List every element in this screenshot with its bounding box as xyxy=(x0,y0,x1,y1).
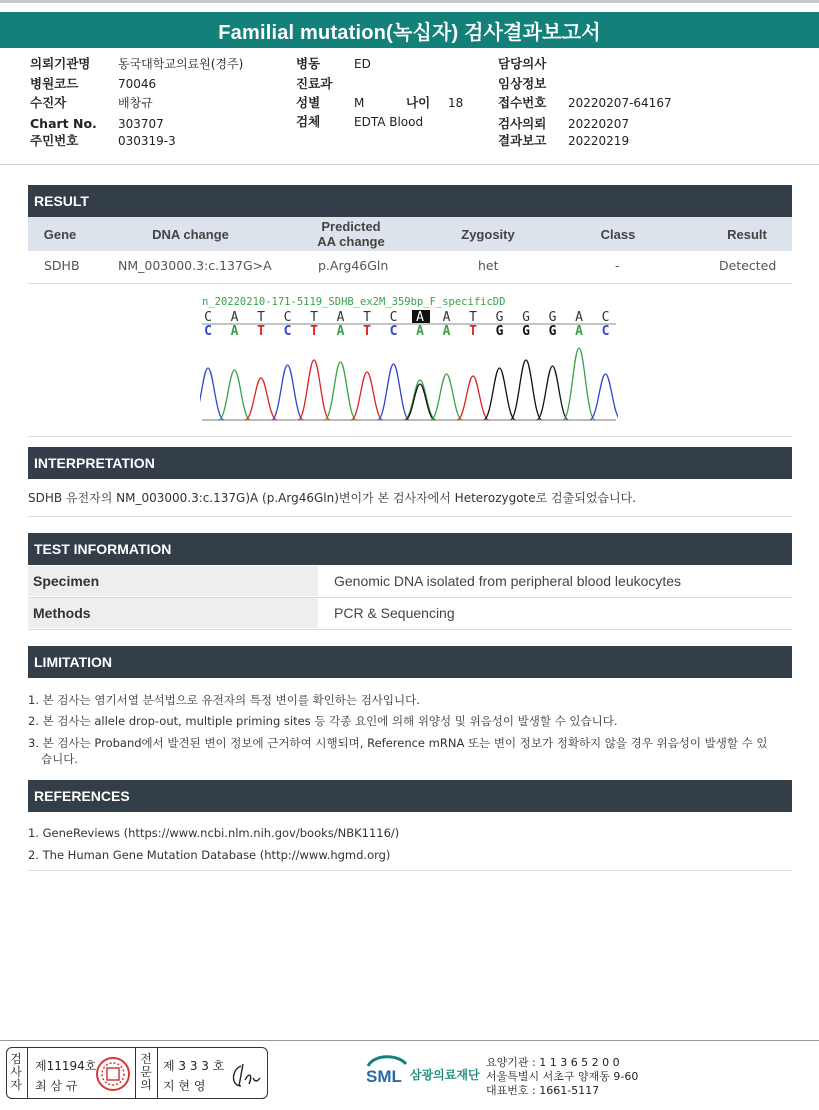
sex-label: 성별 xyxy=(296,95,321,110)
col-aa-change-line2: AA change xyxy=(317,234,385,249)
specialist-label-char-1: 전 xyxy=(140,1052,152,1066)
accession-value: 20220207-64167 xyxy=(568,96,672,110)
trace-peak xyxy=(298,360,330,420)
age-label: 나이 xyxy=(406,95,431,110)
trace-peak xyxy=(219,370,251,420)
called-base: C xyxy=(389,324,398,339)
cell-zygosity: het xyxy=(478,258,499,273)
specialist-license-no: 제 3 3 3 호 xyxy=(163,1059,225,1073)
specialist-name: 지 현 영 xyxy=(163,1079,206,1093)
trace-peak xyxy=(404,380,436,420)
reference-base: A xyxy=(575,310,583,325)
reference-sequence xyxy=(204,310,609,325)
called-base: T xyxy=(310,324,318,339)
org-name: 삼광의료재단 xyxy=(410,1068,480,1082)
sequencing-chromatogram xyxy=(200,294,618,422)
limitation-item-1: 1. 본 검사는 염기서열 분석법으로 유전자의 특정 변이를 확인하는 검사입니다. xyxy=(28,693,420,707)
chart-no-value: 303707 xyxy=(118,117,164,131)
reference-base: C xyxy=(601,310,610,325)
accession-label: 접수번호 xyxy=(498,95,547,110)
methods-row xyxy=(28,598,792,628)
header-divider xyxy=(0,164,819,165)
chromatogram-divider xyxy=(28,436,792,437)
cell-result: Detected xyxy=(719,258,777,273)
methods-value: PCR & Sequencing xyxy=(334,605,455,621)
specimen-value: Genomic DNA isolated from peripheral blood leukocytes xyxy=(334,573,682,589)
called-base: T xyxy=(257,324,265,339)
report-date-value: 20220219 xyxy=(568,134,630,148)
limitation-item-3-cont: 습니다. xyxy=(41,752,78,766)
test-info-section-header: TEST INFORMATION xyxy=(28,533,792,565)
trace-peak xyxy=(272,365,304,420)
called-base: G xyxy=(522,324,530,339)
reference-base: A xyxy=(442,310,451,325)
resident-no-label: 주민번호 xyxy=(30,133,79,148)
specimen-type-label: 검체 xyxy=(296,114,321,129)
reference-base: T xyxy=(310,310,318,325)
result-section-header: RESULT xyxy=(28,185,792,217)
references-section-header: REFERENCES xyxy=(28,780,792,812)
reference-item-1: 1. GeneReviews (https://www.ncbi.nlm.nih.gov/books/NBK1116/) xyxy=(28,826,400,840)
specialist-label-char-3: 의 xyxy=(140,1078,152,1092)
interpretation-divider xyxy=(28,516,792,517)
clinical-info-label: 임상정보 xyxy=(498,76,547,91)
report-date-label: 결과보고 xyxy=(498,133,547,148)
department-label: 진료과 xyxy=(296,76,333,91)
called-base: A xyxy=(230,324,239,339)
specimen-label: Specimen xyxy=(28,566,318,596)
limitation-section-header: LIMITATION xyxy=(28,646,792,678)
specialist-vertical-label xyxy=(139,1053,153,1092)
called-base: A xyxy=(336,324,345,339)
trace-peak xyxy=(245,378,277,420)
col-aa-change xyxy=(290,217,412,251)
called-base: C xyxy=(601,324,610,339)
resident-no-value: 030319-3 xyxy=(118,134,176,148)
top-border xyxy=(0,0,819,3)
trace-peak xyxy=(200,368,224,420)
result-table-header xyxy=(28,217,792,251)
references-divider xyxy=(28,870,792,871)
reference-base: A xyxy=(230,310,239,325)
col-zygosity: Zygosity xyxy=(461,226,515,242)
sml-logo-icon xyxy=(364,1052,410,1088)
reference-base: T xyxy=(257,310,265,325)
hospital-label: 의뢰기관명 xyxy=(30,56,91,71)
trace-peak xyxy=(537,366,569,420)
trace-peak xyxy=(510,360,542,420)
examiner-name: 최 삼 규 xyxy=(35,1079,78,1093)
col-result: Result xyxy=(727,226,767,242)
examiner-seal-icon xyxy=(95,1056,131,1092)
trace-peak xyxy=(351,372,383,420)
ward-value: ED xyxy=(354,57,371,71)
called-base: G xyxy=(548,324,557,339)
result-row-divider xyxy=(28,283,792,284)
specimen-row xyxy=(28,566,792,596)
called-base: C xyxy=(283,324,292,339)
col-aa-change-line1: Predicted xyxy=(321,219,381,234)
methods-label: Methods xyxy=(28,598,318,628)
hospital-value: 동국대학교의료원(경주) xyxy=(118,57,244,71)
cell-gene: SDHB xyxy=(44,258,80,273)
reference-base: C xyxy=(283,310,292,325)
called-base: G xyxy=(495,324,504,339)
limitation-item-2: 2. 본 검사는 allele drop-out, multiple priming sites 등 각종 요인에 의해 위양성 및 위음성이 발생할 수 있습니다. xyxy=(28,714,618,728)
cell-dna-change: NM_003000.3:c.137G>A xyxy=(118,258,272,273)
col-dna-change: DNA change xyxy=(152,226,229,242)
trace-peak xyxy=(484,368,516,420)
cell-class: - xyxy=(615,258,620,273)
trace-peak xyxy=(590,374,619,420)
signature-box-divider-2 xyxy=(135,1048,136,1098)
cell-aa-change: p.Arg46Gln xyxy=(318,258,389,273)
trace-peak xyxy=(325,362,357,420)
called-base: T xyxy=(469,324,477,339)
col-class: Class xyxy=(600,226,636,242)
chart-no-label: Chart No. xyxy=(30,116,97,131)
patient-label: 수진자 xyxy=(30,95,67,110)
hospital-code-label: 병원코드 xyxy=(30,76,79,91)
patient-value: 배창규 xyxy=(118,96,153,110)
examiner-vertical-label xyxy=(9,1053,23,1092)
called-base: A xyxy=(442,324,451,339)
hospital-code-value: 70046 xyxy=(118,77,157,91)
called-base: A xyxy=(575,324,583,339)
reference-base: A xyxy=(336,310,345,325)
signature-box-divider-3 xyxy=(157,1048,158,1098)
handwritten-signature xyxy=(227,1056,263,1092)
called-sequence xyxy=(204,324,609,339)
interpretation-text: SDHB 유전자의 NM_003000.3:c.137G)A (p.Arg46Gln)변이가 본 검사자에서 Heterozygote로 검출되었습니다. xyxy=(28,491,637,505)
trace-secondary-peak xyxy=(405,384,435,420)
reference-base: A xyxy=(416,310,424,325)
signature-box xyxy=(6,1047,268,1099)
reference-base: G xyxy=(522,310,530,325)
examiner-license-no: 제11194호 xyxy=(35,1059,97,1073)
test-info-divider xyxy=(28,629,792,630)
request-date-label: 검사의뢰 xyxy=(498,116,547,131)
chromatogram-traces xyxy=(200,348,618,420)
reference-base: C xyxy=(204,310,212,325)
org-info-phone: 대표번호 : 1661-5117 xyxy=(486,1084,600,1097)
interpretation-section-header: INTERPRETATION xyxy=(28,447,792,479)
examiner-label-char-2: 사 xyxy=(10,1065,22,1079)
physician-label: 담당의사 xyxy=(498,56,547,71)
org-info-address: 서울특별시 서초구 양재동 9-60 xyxy=(486,1070,639,1083)
limitation-item-3: 3. 본 검사는 Proband에서 발견된 변이 정보에 근거하여 시행되며, Reference mRNA 또는 변이 정보가 정확하지 않을 경우 위음성이 발생할 수 있 xyxy=(28,736,768,750)
ward-label: 병동 xyxy=(296,56,321,71)
col-gene: Gene xyxy=(43,226,77,242)
called-base: T xyxy=(363,324,371,339)
examiner-label-char-3: 자 xyxy=(10,1078,22,1092)
sex-value: M xyxy=(354,96,365,110)
chromatogram-filename: n_20220210-171-5119_SDHB_ex2M_359bp_F_specificDD xyxy=(202,296,506,308)
trace-peak xyxy=(457,376,489,420)
trace-peak xyxy=(431,374,463,420)
called-base: C xyxy=(204,324,212,339)
report-title: Familial mutation(녹십자) 검사결과보고서 xyxy=(0,12,819,48)
called-base: A xyxy=(416,324,424,339)
sml-logo-text: SML xyxy=(366,1067,402,1086)
reference-base: G xyxy=(548,310,557,325)
signature-box-divider-1 xyxy=(27,1048,28,1098)
org-info-license: 요양기관 : 1 1 3 6 5 2 0 0 xyxy=(486,1056,620,1069)
reference-base: C xyxy=(389,310,398,325)
request-date-value: 20220207 xyxy=(568,117,630,131)
footer-divider xyxy=(0,1040,819,1041)
examiner-label-char-1: 검 xyxy=(10,1052,22,1066)
reference-base: T xyxy=(363,310,371,325)
specimen-type-value: EDTA Blood xyxy=(354,115,424,129)
reference-base: T xyxy=(469,310,477,325)
reference-base: G xyxy=(495,310,504,325)
age-value: 18 xyxy=(448,96,464,110)
reference-item-2: 2. The Human Gene Mutation Database (http://www.hgmd.org) xyxy=(28,848,391,862)
trace-peak xyxy=(378,364,410,420)
trace-peak xyxy=(563,348,595,420)
specialist-label-char-2: 문 xyxy=(140,1065,152,1079)
